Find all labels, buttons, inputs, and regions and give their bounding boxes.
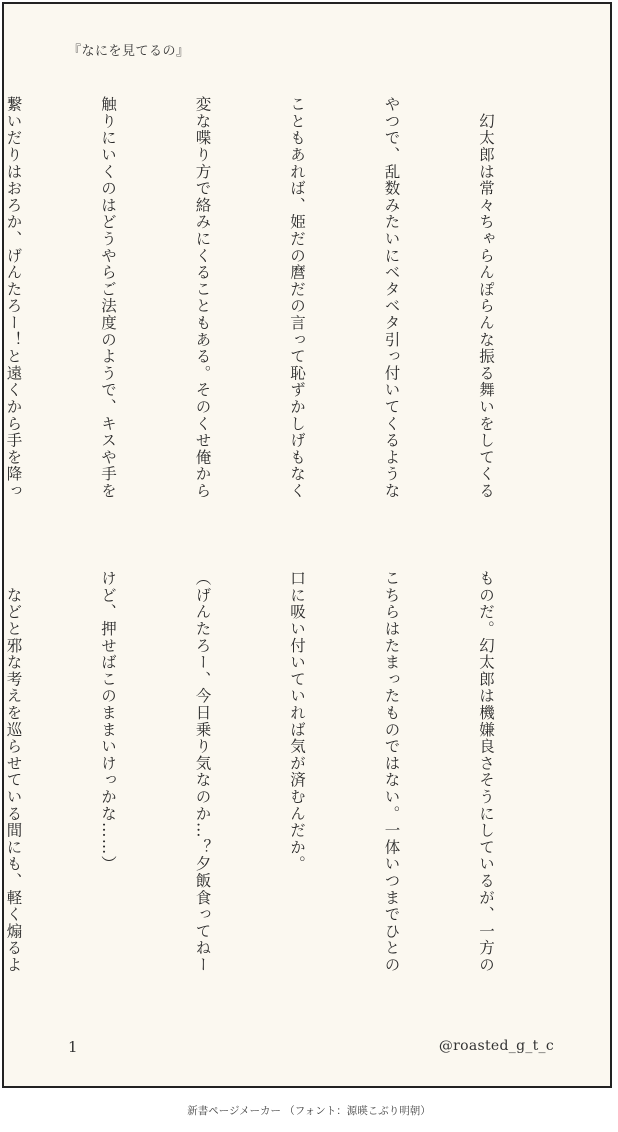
page-title: 『なにを見てるの』 <box>68 44 190 59</box>
text-line: こちらはたまったものではない。一体いつまでひとの <box>382 570 401 974</box>
author-handle: @roasted_g_t_c <box>438 1038 554 1054</box>
text-line: （げんたろー、今日乗り気なのか…？夕飯食ってねー <box>193 570 212 974</box>
text-line: 触りにいくのはどうやらご法度のようで、キスや手を <box>99 96 117 500</box>
text-line: やつで、乱数みたいにベタベタ引っ付いてくるような <box>382 96 401 500</box>
text-line: 幻太郎は常々ちゃらんぽらんな振る舞いをしてくる <box>477 96 495 500</box>
page-number: 1 <box>68 1038 78 1056</box>
text-line: こともあれば、姫だの麿だの言って恥ずかしげもなく <box>288 96 306 500</box>
text-line: 変な喋り方で絡みにくることもある。そのくせ俺から <box>193 96 212 500</box>
novel-page <box>2 2 612 1088</box>
body-text-top <box>4 96 564 536</box>
text-line: ものだ。幻太郎は機嫌良さそうにしているが、一方の <box>477 570 495 974</box>
text-line: 口に吸い付いていれば気が済むんだか。 <box>288 570 306 873</box>
text-line: 繋いだりはおろか、げんたろー！と遠くから手を降っ <box>4 96 23 500</box>
text-line: などと邪な考えを巡らせている間にも、軽く煽るよ <box>4 570 23 974</box>
body-text-bottom <box>4 570 564 1010</box>
generator-credit: 新書ページメーカー （フォント：源暎こぶり明朝） <box>187 1105 431 1117</box>
text-line: けど、押せばこのままいけっかな……） <box>99 570 117 873</box>
